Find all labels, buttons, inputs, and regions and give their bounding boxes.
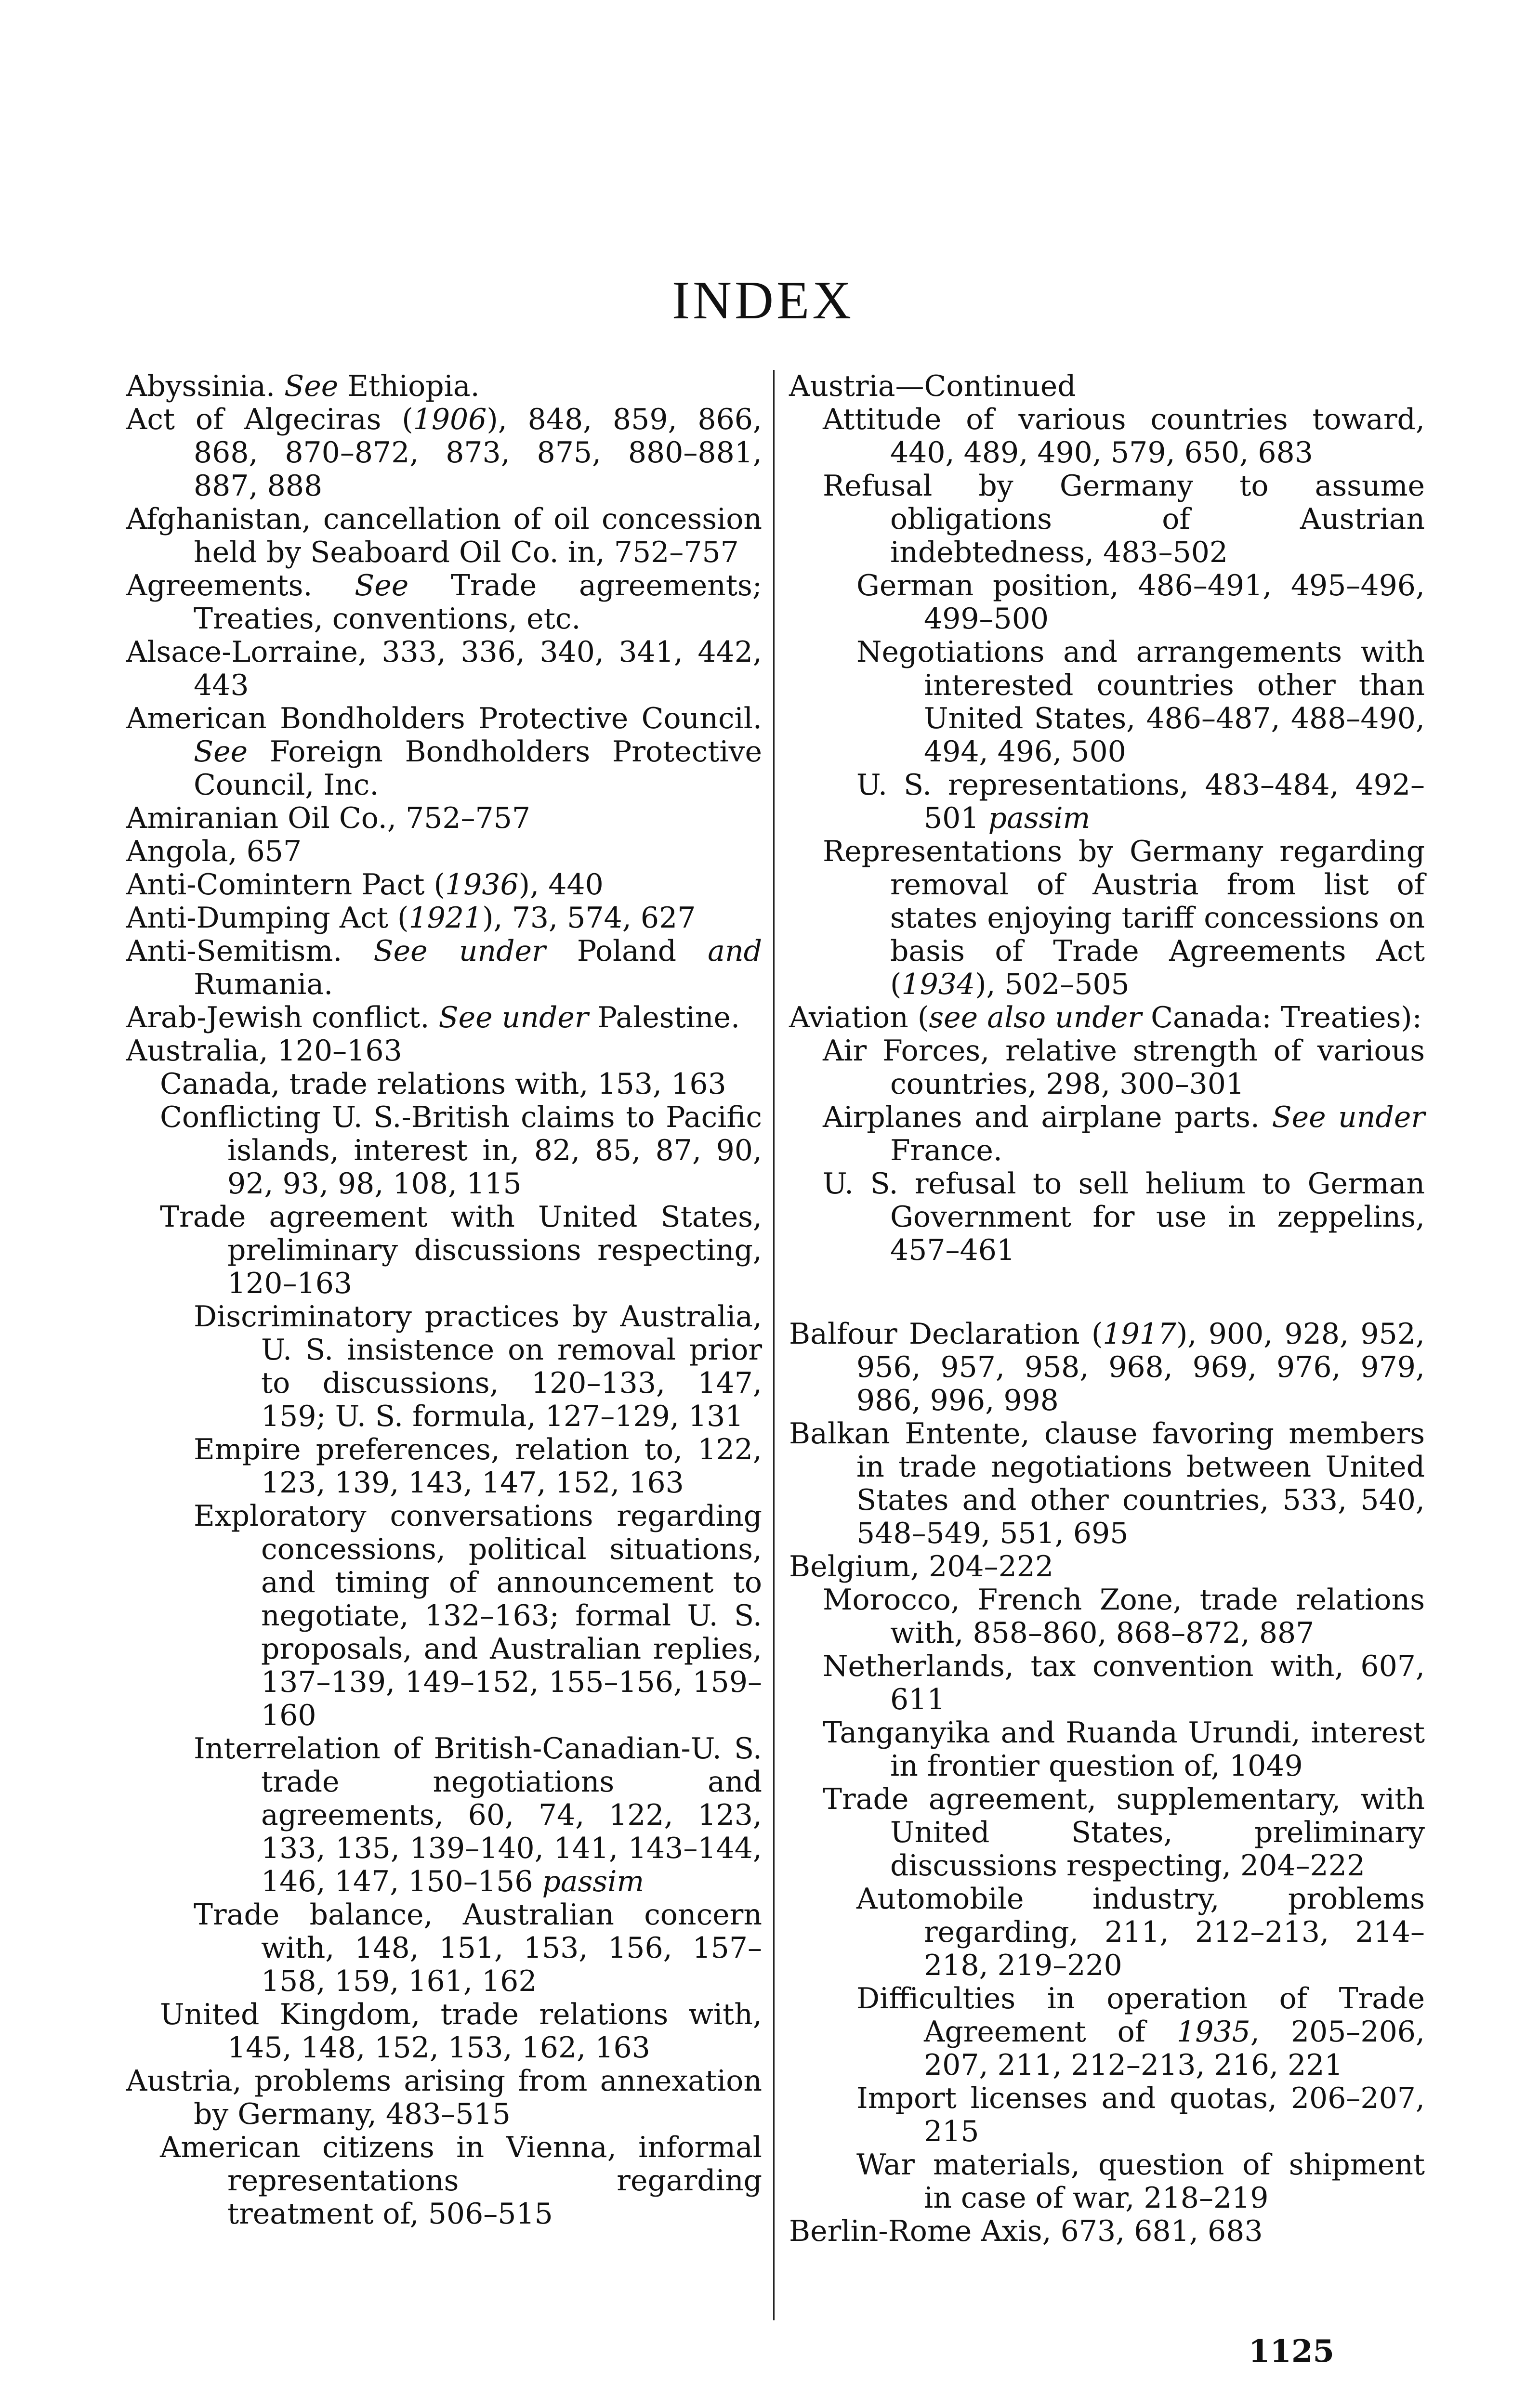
index-subentry (789, 1716, 1425, 1783)
index-subentry (126, 1500, 762, 1732)
index-entry (126, 802, 762, 835)
entry-text: American Bondholders Protective Council. (126, 702, 762, 735)
index-subentry (789, 769, 1425, 835)
index-subentry (789, 835, 1425, 1001)
entry-text: Foreign Bondholders Protective Council, Inc. (194, 735, 762, 802)
entry-text: 1936 (445, 868, 519, 902)
entry-text: France. (890, 1134, 1002, 1167)
index-subentry (789, 1783, 1425, 1883)
page-title: INDEX (671, 271, 855, 330)
entry-text: 1934 (901, 968, 975, 1001)
index-entry (126, 935, 762, 1001)
index-subentry (789, 1101, 1425, 1167)
entry-text: and (708, 934, 762, 968)
entry-text: Representations by Germany regarding removal of Austria from list of states enjoying tariff concessions on basis of Trade Agreements Act ( (823, 835, 1425, 1001)
entry-text: passim (542, 1865, 645, 1898)
entry-text: 1921 (408, 901, 483, 935)
entry-text: Empire preferences, relation to, 122, 123, 139, 143, 147, 152, 163 (194, 1433, 762, 1500)
index-subentry (789, 1883, 1425, 1982)
entry-text: 1935 (1177, 2015, 1250, 2049)
entry-text: Act of Algeciras ( (126, 403, 413, 436)
index-subentry (126, 2131, 762, 2231)
entry-text: ), 900, 928, 952, 956, 957, 958, 968, 969, 976, 979, 986, 996, 998 (856, 1317, 1425, 1417)
entry-text: American citizens in Vienna, informal representations regarding treatment of, 506–515 (160, 2131, 762, 2231)
entry-text: Austria, problems arising from annexation by Germany, 483–515 (126, 2064, 762, 2131)
index-subentry (789, 2082, 1425, 2148)
entry-text: United Kingdom, trade relations with, 145, 148, 152, 153, 162, 163 (160, 1998, 762, 2065)
index-column-right (789, 370, 1425, 2248)
index-entry (126, 702, 762, 802)
entry-text: Balkan Entente, clause favoring members in trade negotiations between United States and other countries, 533, 540, 548–549, 551, 695 (789, 1417, 1425, 1550)
entry-text: See under (438, 1001, 589, 1034)
entry-text: Attitude of various countries toward, 440, 489, 490, 579, 650, 683 (823, 403, 1425, 470)
entry-text: 1917 (1103, 1317, 1176, 1351)
entry-text: Australia, 120–163 (126, 1034, 402, 1068)
index-entry (126, 1001, 762, 1034)
entry-text: Trade agreement with United States, preliminary discussions respecting, 120–163 (160, 1200, 762, 1300)
index-subentry (126, 1998, 762, 2065)
index-entry (126, 503, 762, 569)
entry-text: Agreements. (126, 569, 355, 602)
index-subentry (789, 636, 1425, 769)
entry-text: passim (988, 801, 1091, 835)
entry-text: Angola, 657 (126, 835, 302, 868)
entry-text: Anti-Semitism. (126, 934, 374, 968)
entry-text: Poland (545, 934, 708, 968)
index-entry (789, 2215, 1425, 2248)
index-entry (126, 868, 762, 902)
entry-text: Negotiations and arrangements with interested countries other than United States, 486–487, 488–490, 494, 496, 500 (856, 635, 1425, 769)
entry-text: See (355, 569, 409, 602)
index-subentry (789, 2148, 1425, 2215)
entry-text: Arab-Jewish conflict. (126, 1001, 439, 1034)
entry-text: Import licenses and quotas, 206–207, 215 (856, 2081, 1425, 2148)
entry-text: See (284, 369, 339, 403)
entry-text: Interrelation of British-Canadian-U. S. trade negotiations and agreements, 60, 74, 122, 123, 133, 135, 139–140, 141, 143–144, 146, 147, 150–156 (194, 1732, 762, 1898)
index-subentry (126, 1433, 762, 1500)
index-subentry (789, 1167, 1425, 1267)
entry-text: ), 502–505 (975, 968, 1130, 1001)
page-number: 1125 (1248, 2333, 1334, 2369)
entry-text: Anti-Comintern Pact ( (126, 868, 445, 902)
index-entry (789, 370, 1425, 403)
entry-text: Difficulties in operation of Trade Agreement of (856, 1982, 1425, 2049)
entry-text: Palestine. (588, 1001, 740, 1034)
entry-text: Aviation ( (789, 1001, 929, 1034)
entry-text: ), 440 (518, 868, 604, 902)
entry-text: German position, 486–491, 495–496, 499–500 (856, 569, 1425, 636)
entry-text: Afghanistan, cancellation of oil concession held by Seaboard Oil Co. in, 752–757 (126, 502, 762, 569)
entry-text: U. S. representations, 483–484, 492–501 (856, 768, 1425, 835)
entry-text: ), 73, 574, 627 (482, 901, 696, 935)
index-subentry (789, 403, 1425, 470)
index-entry (789, 1001, 1425, 1034)
index-subentry (789, 1650, 1425, 1716)
index-entry (126, 1034, 762, 1068)
entry-text: War materials, question of shipment in case of war, 218–219 (856, 2148, 1425, 2215)
entry-text: Exploratory conversations regarding concessions, political situations, and timing of announcement to negotiate, 132–163; formal U. S. proposals, and Australian replies, 137–139, 149–152, 155–156, 159–160 (194, 1499, 762, 1732)
entry-text: Refusal by Germany to assume obligations of Austrian indebtedness, 483–502 (823, 469, 1425, 569)
entry-text: Airplanes and airplane parts. (823, 1100, 1272, 1134)
entry-text: 1906 (413, 403, 487, 436)
index-entry (126, 403, 762, 503)
entry-text: Belgium, 204–222 (789, 1550, 1054, 1584)
entry-text: see also under (929, 1001, 1142, 1034)
entry-text: Berlin-Rome Axis, 673, 681, 683 (789, 2214, 1263, 2248)
entry-text: Netherlands, tax convention with, 607, 611 (823, 1649, 1425, 1716)
index-entry (789, 1318, 1425, 1417)
entry-text: See under (373, 934, 546, 968)
entry-text: ), 848, 859, 866, 868, 870–872, 873, 875, 880–881, 887, 888 (194, 403, 762, 503)
index-subentry (126, 1898, 762, 1998)
index-entry (789, 1550, 1425, 1584)
index-entry (126, 569, 762, 636)
index-subentry (789, 1584, 1425, 1650)
index-subentry (126, 1101, 762, 1201)
index-entry (126, 902, 762, 935)
index-entry (126, 835, 762, 868)
index-subentry (789, 1034, 1425, 1101)
entry-text: Trade agreements; Treaties, conventions, etc. (194, 569, 762, 636)
entry-text: Trade agreement, supplementary, with United States, preliminary discussions respecting, 204–222 (823, 1782, 1425, 1883)
entry-text: U. S. refusal to sell helium to German Government for use in zeppelins, 457–461 (823, 1167, 1425, 1267)
column-divider (773, 370, 775, 2320)
index-column-left (126, 370, 762, 2231)
index-subentry (126, 1732, 762, 1898)
entry-text: Rumania. (194, 968, 333, 1001)
entry-text: Anti-Dumping Act ( (126, 901, 409, 935)
entry-text: Morocco, French Zone, trade relations with, 858–860, 868–872, 887 (823, 1583, 1425, 1650)
entry-text: , 205–206, 207, 211, 212–213, 216, 221 (924, 2015, 1425, 2082)
index-subentry (126, 1300, 762, 1433)
index-subentry (789, 569, 1425, 636)
index-subentry (126, 1068, 762, 1101)
entry-text: Ethiopia. (338, 369, 480, 403)
index-entry (789, 1417, 1425, 1550)
entry-text: Canada, trade relations with, 153, 163 (160, 1067, 726, 1101)
entry-text: Abyssinia. (126, 369, 285, 403)
entry-text: Amiranian Oil Co., 752–757 (126, 801, 531, 835)
index-entry (126, 370, 762, 403)
entry-text: Alsace-Lorraine, 333, 336, 340, 341, 442, 443 (126, 635, 762, 702)
entry-text: Balfour Declaration ( (789, 1317, 1103, 1351)
index-entry (126, 2065, 762, 2131)
entry-text: Tanganyika and Ruanda Urundi, interest in frontier question of, 1049 (823, 1716, 1425, 1783)
entry-text: Air Forces, relative strength of various countries, 298, 300–301 (823, 1034, 1425, 1101)
index-entry (126, 636, 762, 702)
entry-text: Trade balance, Australian concern with, 148, 151, 153, 156, 157–158, 159, 161, 162 (194, 1898, 762, 1998)
entry-text: Austria—Continued (789, 369, 1076, 403)
index-subentry (126, 1201, 762, 1300)
entry-text: See (194, 735, 248, 769)
index-subentry (789, 470, 1425, 569)
entry-text: Canada: Treaties): (1142, 1001, 1422, 1034)
entry-text: Discriminatory practices by Australia, U. S. insistence on removal prior to discussions, 120–133, 147, 159; U. S. formula, 127–129, 131 (194, 1300, 762, 1433)
entry-text: Conflicting U. S.-British claims to Pacific islands, interest in, 82, 85, 87, 90, 92, 93, 98, 108, 115 (160, 1100, 762, 1201)
entry-text: See under (1272, 1100, 1425, 1134)
entry-text: Automobile industry, problems regarding, 211, 212–213, 214–218, 219–220 (856, 1882, 1425, 1982)
index-subentry (789, 1982, 1425, 2082)
